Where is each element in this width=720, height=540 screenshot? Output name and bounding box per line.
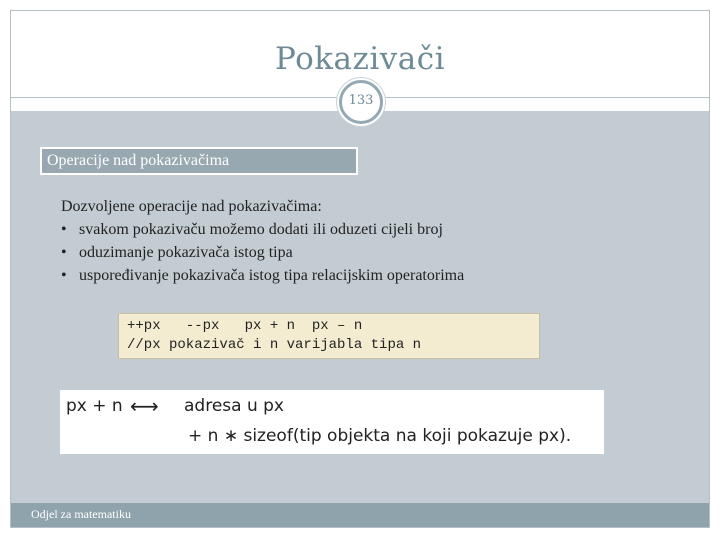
- bullet-text: oduzimanje pokazivača istog tipa: [79, 244, 293, 261]
- code-line: ++px --px px + n px – n: [127, 318, 363, 334]
- bullet-text: svakom pokazivaču možemo dodati ili oduzeti cijeli broj: [79, 221, 443, 238]
- bullet-item: [61, 241, 464, 264]
- page-number: 133: [348, 93, 374, 108]
- body-text: [61, 195, 464, 287]
- footer-text: Odjel za matematiku: [31, 507, 131, 521]
- slide-title: Pokazivači: [274, 41, 446, 77]
- formula-rhs: adresa u px: [184, 396, 284, 416]
- formula-line2: + n ∗ sizeof(tip objekta na koji pokazuje px).: [188, 426, 572, 446]
- bidirectional-arrow-icon: ⟷: [130, 394, 159, 418]
- footer-bar: [11, 503, 709, 527]
- content-area: [11, 111, 709, 503]
- intro-text: Dozvoljene operacije nad pokazivačima:: [61, 198, 322, 215]
- code-line: //px pokazivač i n varijabla tipa n: [127, 337, 422, 353]
- page-number-badge: [339, 80, 383, 124]
- slide: [10, 10, 710, 528]
- bullet-item: [61, 218, 464, 241]
- formula-image: [60, 390, 604, 454]
- section-heading-box: [40, 147, 358, 175]
- bullet-icon: •: [61, 221, 67, 238]
- formula-lhs: px + n: [66, 396, 123, 416]
- section-heading: Operacije nad pokazivačima: [47, 152, 230, 169]
- bullet-icon: •: [61, 244, 67, 261]
- bullet-item: [61, 264, 464, 287]
- bullet-text: uspoređivanje pokazivača istog tipa relacijskim operatorima: [79, 267, 465, 284]
- bullet-icon: •: [61, 267, 67, 284]
- code-box: [118, 313, 540, 359]
